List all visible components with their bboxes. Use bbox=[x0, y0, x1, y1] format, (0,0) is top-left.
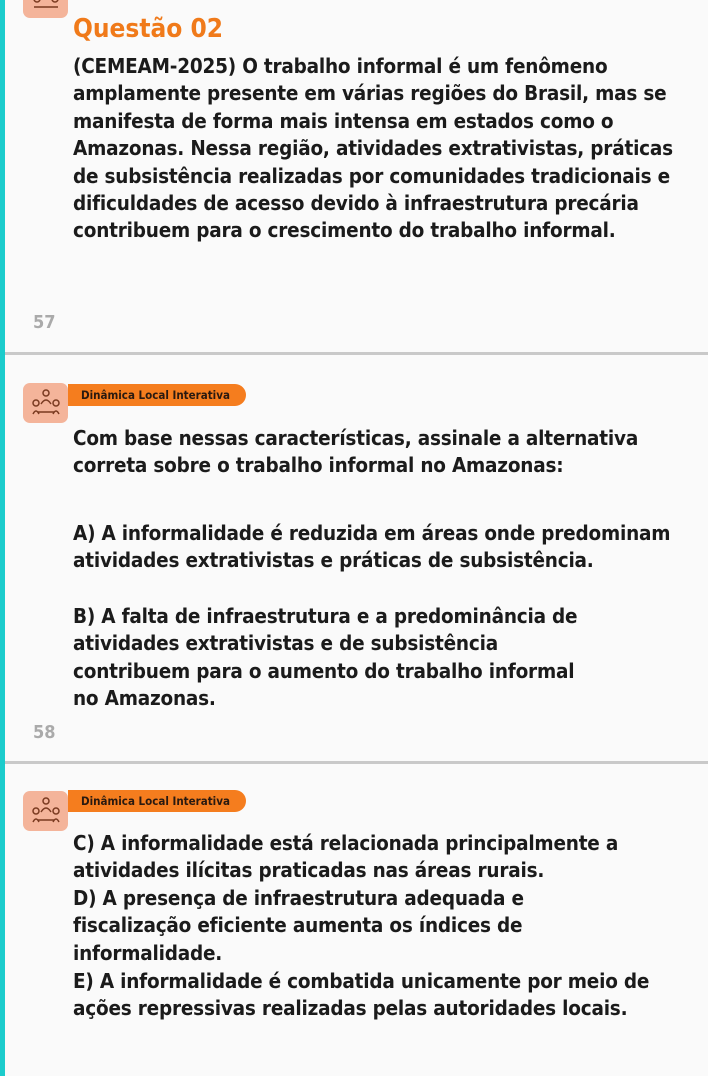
activity-badge: Dinâmica Local Interativa bbox=[68, 790, 246, 812]
option-b: B) A falta de infraestrutura e a predominância de atividades extrativistas e de subsistência contribuem para o aumento do trabalho informal no Amazonas. bbox=[73, 604, 578, 711]
option-e: E) A informalidade é combatida unicamente por meio de ações repressivas realizadas pelas autoridades locais. bbox=[73, 969, 650, 1021]
divider bbox=[5, 352, 708, 355]
prompt-text: Com base nessas características, assinale a alternativa correta sobre o trabalho informal no Amazonas: bbox=[73, 426, 639, 478]
option-d: D) A presença de infraestrutura adequada e fiscalização eficiente aumenta os índices de informalidade. bbox=[73, 886, 524, 965]
group-icon bbox=[23, 0, 68, 18]
divider bbox=[5, 761, 708, 764]
left-accent-bar bbox=[0, 0, 5, 1076]
group-icon bbox=[23, 791, 68, 831]
option-c: C) A informalidade está relacionada principalmente a atividades ilícitas praticadas nas áreas rurais. bbox=[73, 831, 619, 883]
page-number: 57 bbox=[33, 312, 56, 333]
activity-badge: Dinâmica Local Interativa bbox=[68, 384, 246, 406]
group-icon bbox=[23, 383, 68, 423]
page-number: 58 bbox=[33, 722, 56, 743]
option-a: A) A informalidade é reduzida em áreas onde predominam atividades extrativistas e práticas de subsistência. bbox=[73, 521, 671, 573]
question-title: Questão 02 bbox=[73, 14, 224, 44]
question-text: (CEMEAM-2025) O trabalho informal é um fenômeno amplamente presente em várias regiões do Brasil, mas se manifesta de forma mais intensa em estados como o Amazonas. Nessa região, atividades extrativistas, práticas de subsistência realizadas por comunidades tradicionais e dificuldades de acesso devido à infraestrutura precária contribuem para o crescimento do trabalho informal. bbox=[73, 54, 673, 243]
